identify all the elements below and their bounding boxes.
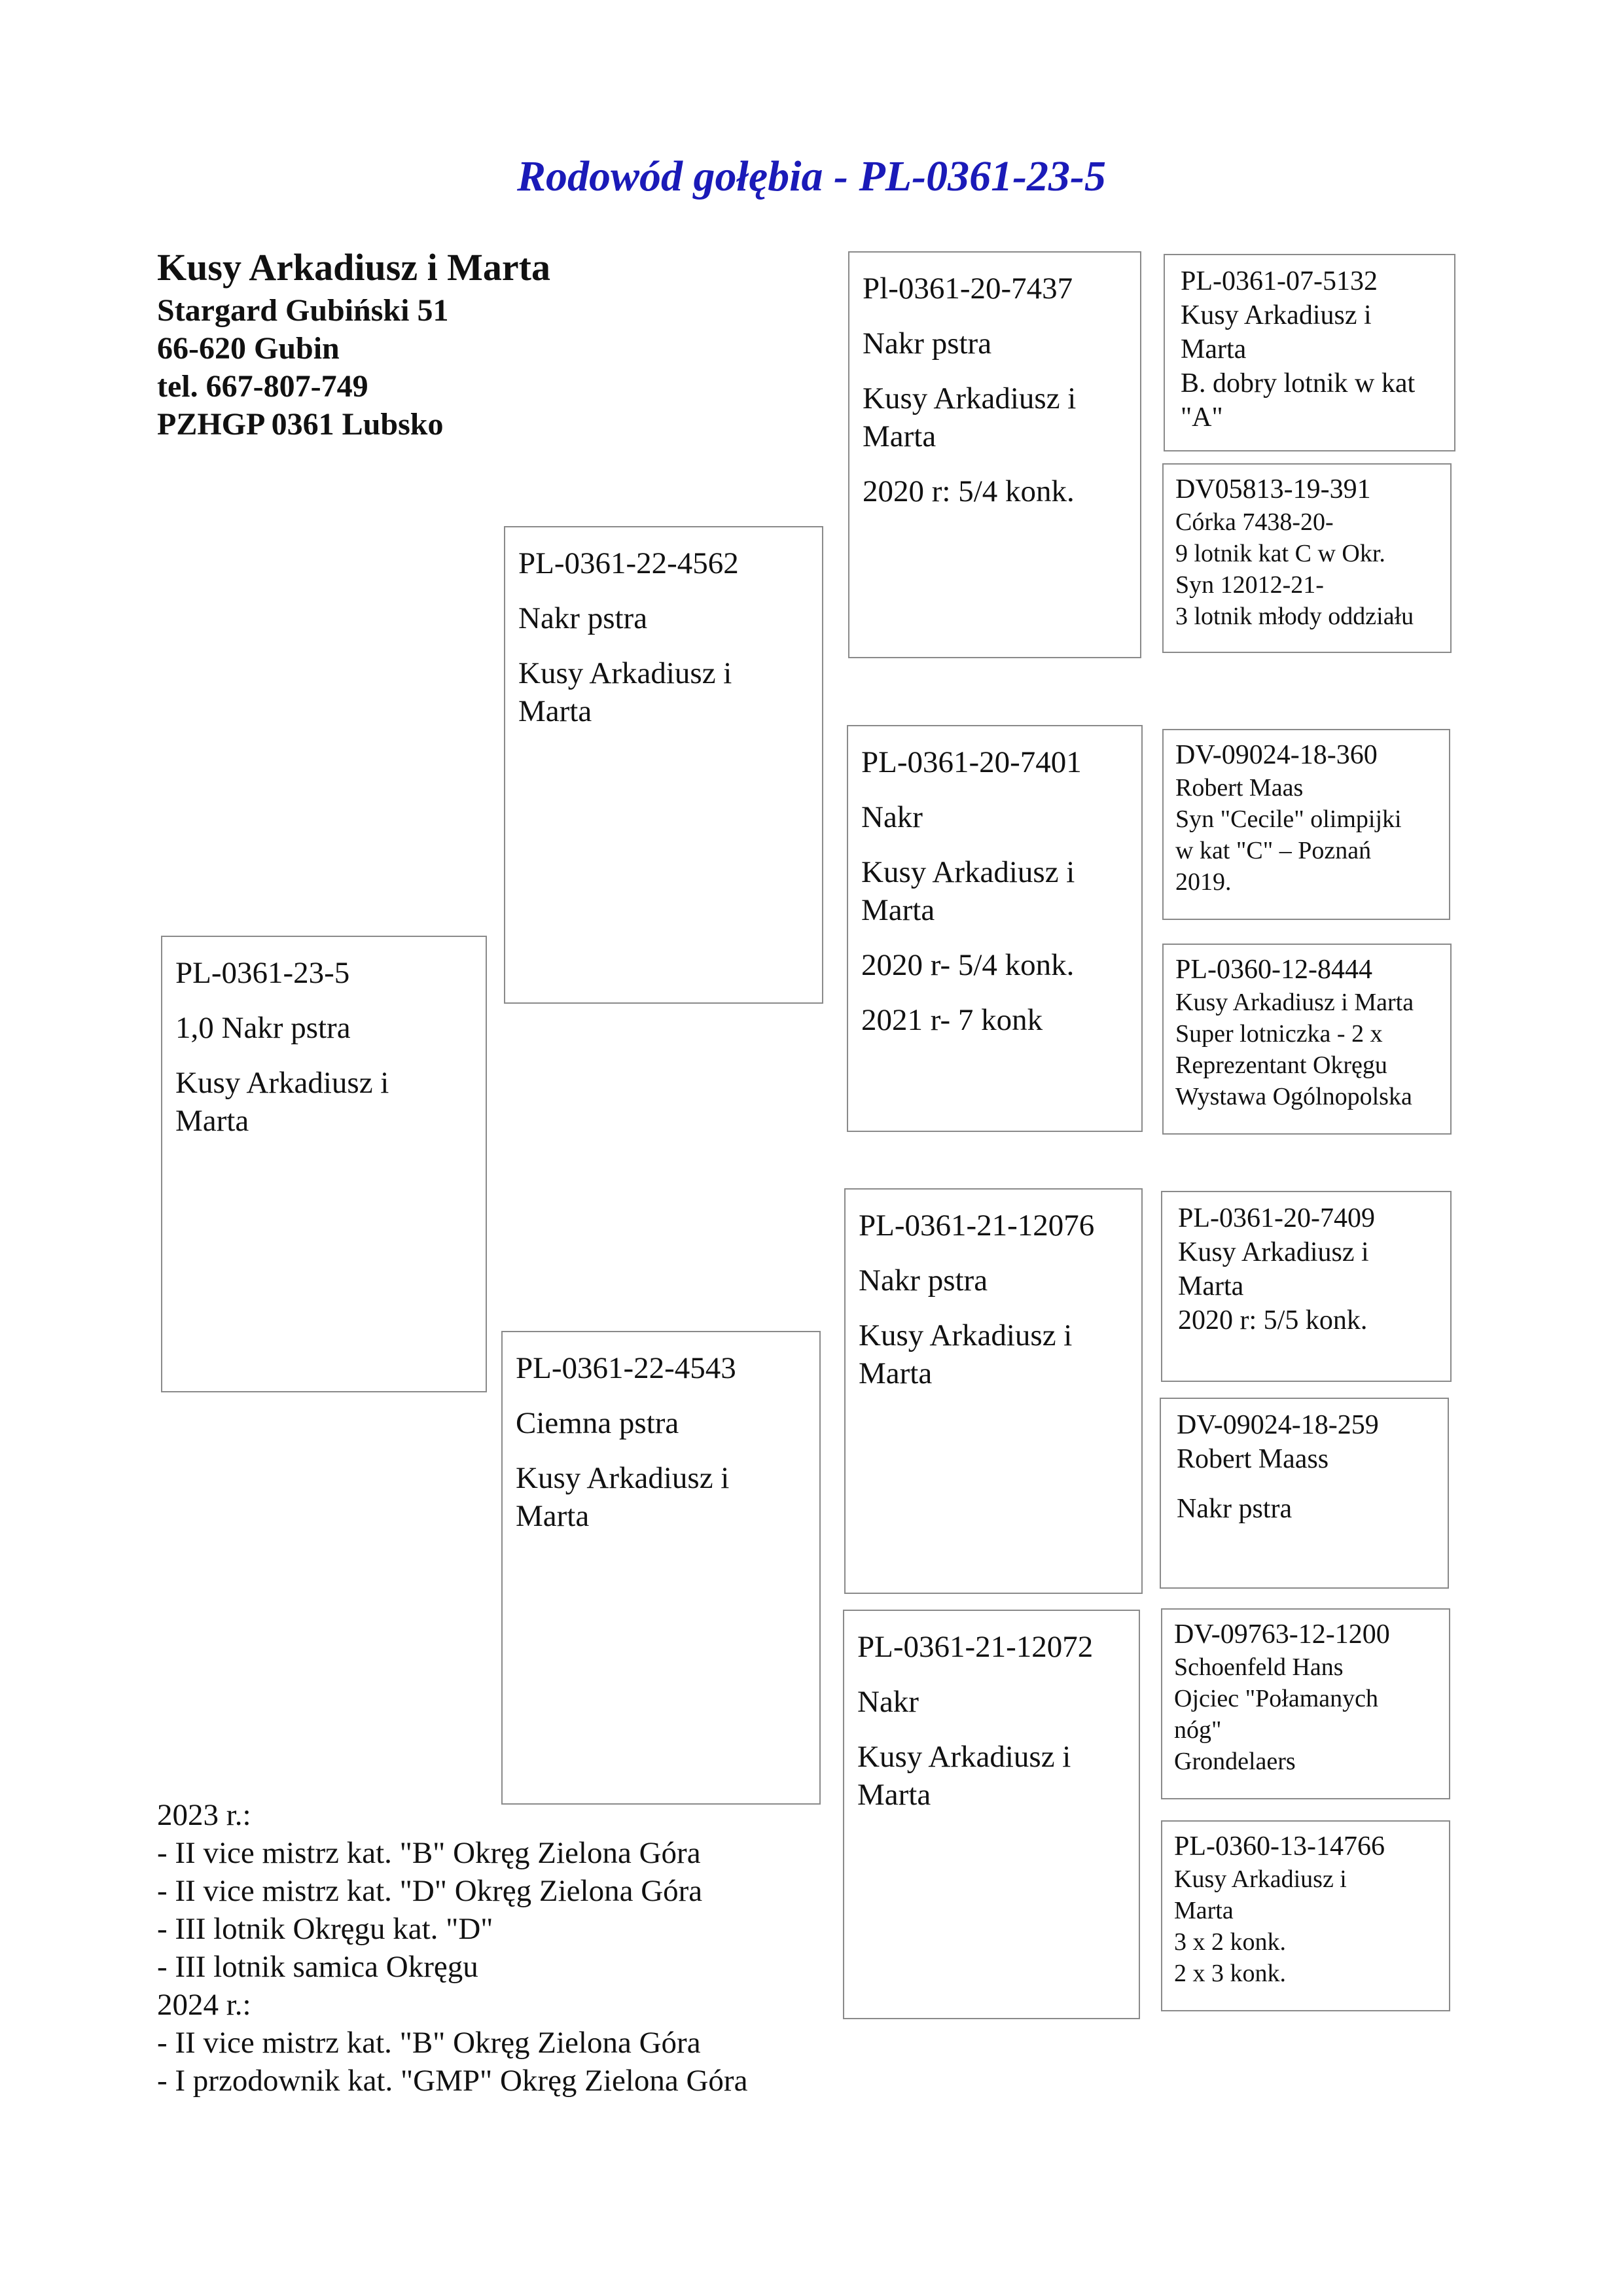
father-breeder: Kusy Arkadiusz i Marta	[518, 656, 732, 728]
ff-breeder: Kusy Arkadiusz i Marta	[863, 381, 1077, 453]
mf-desc: Nakr pstra	[859, 1263, 988, 1298]
ffm-box	[1162, 463, 1452, 653]
fmf-line-1: Robert Maas	[1175, 774, 1304, 802]
mff-breeder: Kusy Arkadiusz i Marta	[1178, 1237, 1369, 1301]
father-ring: PL-0361-22-4562	[518, 546, 739, 580]
mmm-ring: PL-0360-13-14766	[1174, 1831, 1385, 1862]
fm-note-2020: 2020 r- 5/4 konk.	[861, 948, 1075, 982]
fmf-line-3: w kat "C" – Poznań	[1175, 837, 1372, 864]
owner-name: Kusy Arkadiusz i Marta	[157, 246, 550, 289]
ffm-line-2: 9 lotnik kat C w Okr.	[1175, 540, 1385, 567]
mother-breeder: Kusy Arkadiusz i Marta	[516, 1461, 730, 1533]
mf-box	[844, 1188, 1143, 1594]
owner-info	[157, 243, 550, 444]
owner-club: PZHGP 0361 Lubsko	[157, 407, 444, 442]
mff-box	[1161, 1191, 1452, 1382]
bird-desc: 1,0 Nakr pstra	[175, 1011, 351, 1045]
bird-box	[161, 936, 487, 1392]
ff-note: 2020 r: 5/4 konk.	[863, 474, 1075, 508]
mmm-line-3: 2 x 3 konk.	[1174, 1960, 1286, 1987]
fff-breeder: Kusy Arkadiusz i Marta	[1181, 300, 1372, 364]
fmf-line-4: 2019.	[1175, 868, 1232, 896]
ff-ring: Pl-0361-20-7437	[863, 272, 1073, 306]
mf-breeder: Kusy Arkadiusz i Marta	[859, 1318, 1073, 1390]
page-title: Rodowód gołębia - PL-0361-23-5	[516, 152, 1107, 200]
mother-ring: PL-0361-22-4543	[516, 1351, 736, 1385]
mmf-box	[1161, 1608, 1450, 1799]
fmm-line-3: Reprezentant Okręgu	[1175, 1051, 1387, 1079]
ffm-line-3: Syn 12012-21-	[1175, 571, 1324, 599]
mmf-line-2: Ojciec "Połamanych nóg"	[1174, 1685, 1379, 1744]
mmm-line-1: Kusy Arkadiusz i Marta	[1174, 1865, 1347, 1924]
mmf-ring: DV-09763-12-1200	[1174, 1619, 1390, 1650]
fff-ring: PL-0361-07-5132	[1181, 266, 1378, 296]
fmm-ring: PL-0360-12-8444	[1175, 955, 1372, 985]
fm-breeder: Kusy Arkadiusz i Marta	[861, 855, 1075, 927]
achievement-item: - III lotnik Okręgu kat. "D"	[157, 1912, 493, 1946]
mf-ring: PL-0361-21-12076	[859, 1209, 1095, 1243]
fm-ring: PL-0361-20-7401	[861, 745, 1082, 779]
owner-phone: tel. 667-807-749	[157, 369, 368, 404]
achievement-item: - II vice mistrz kat. "B" Okręg Zielona Góra	[157, 2026, 701, 2060]
fff-note: B. dobry lotnik w kat "A"	[1181, 368, 1416, 433]
mmf-line-3: Grondelaers	[1174, 1748, 1296, 1775]
mff-ring: PL-0361-20-7409	[1178, 1203, 1375, 1233]
mfm-box	[1160, 1398, 1449, 1589]
mmm-box	[1161, 1820, 1450, 2011]
mfm-breeder: Robert Maass	[1177, 1444, 1329, 1474]
fm-desc: Nakr	[861, 800, 923, 834]
mfm-ring: DV-09024-18-259	[1177, 1410, 1379, 1440]
ff-desc: Nakr pstra	[863, 327, 992, 361]
achievements	[157, 1796, 747, 2100]
mm-breeder: Kusy Arkadiusz i Marta	[857, 1740, 1071, 1812]
owner-address: Stargard Gubiński 51	[157, 293, 449, 328]
fm-box	[847, 725, 1143, 1132]
mfm-desc: Nakr pstra	[1177, 1494, 1293, 1524]
mmm-line-2: 3 x 2 konk.	[1174, 1928, 1286, 1956]
owner-city: 66-620 Gubin	[157, 331, 340, 366]
achievement-year-2024: 2024 r.:	[157, 1988, 251, 2022]
mm-desc: Nakr	[857, 1685, 919, 1719]
achievement-item: - III lotnik samica Okręgu	[157, 1950, 478, 1984]
ffm-line-4: 3 lotnik młody oddziału	[1175, 603, 1414, 630]
fm-note-2021: 2021 r- 7 konk	[861, 1003, 1043, 1037]
achievement-item: - II vice mistrz kat. "B" Okręg Zielona Góra	[157, 1836, 701, 1870]
mm-box	[843, 1610, 1140, 2019]
ffm-ring: DV05813-19-391	[1175, 474, 1371, 504]
bird-ring: PL-0361-23-5	[175, 956, 350, 990]
mm-ring: PL-0361-21-12072	[857, 1630, 1094, 1664]
fff-box	[1164, 254, 1455, 451]
father-box	[504, 526, 823, 1004]
father-desc: Nakr pstra	[518, 601, 648, 635]
mother-desc: Ciemna pstra	[516, 1406, 679, 1440]
fmf-line-2: Syn "Cecile" olimpijki	[1175, 805, 1402, 833]
fmm-line-1: Kusy Arkadiusz i Marta	[1175, 989, 1414, 1016]
mmf-line-1: Schoenfeld Hans	[1174, 1653, 1344, 1681]
mother-box	[501, 1331, 821, 1805]
achievement-item: - I przodownik kat. "GMP" Okręg Zielona Góra	[157, 2064, 748, 2098]
mff-note: 2020 r: 5/5 konk.	[1178, 1305, 1368, 1335]
fmm-box	[1162, 944, 1452, 1135]
fmf-ring: DV-09024-18-360	[1175, 740, 1378, 770]
ffm-line-1: Córka 7438-20-	[1175, 508, 1334, 536]
achievement-item: - II vice mistrz kat. "D" Okręg Zielona Góra	[157, 1874, 703, 1908]
ff-box	[848, 251, 1141, 658]
fmf-box	[1162, 729, 1450, 920]
bird-breeder: Kusy Arkadiusz i Marta	[175, 1066, 389, 1138]
fmm-line-2: Super lotniczka - 2 x	[1175, 1020, 1383, 1048]
achievement-year-2023: 2023 r.:	[157, 1798, 251, 1832]
fmm-line-4: Wystawa Ogólnopolska	[1175, 1083, 1412, 1110]
